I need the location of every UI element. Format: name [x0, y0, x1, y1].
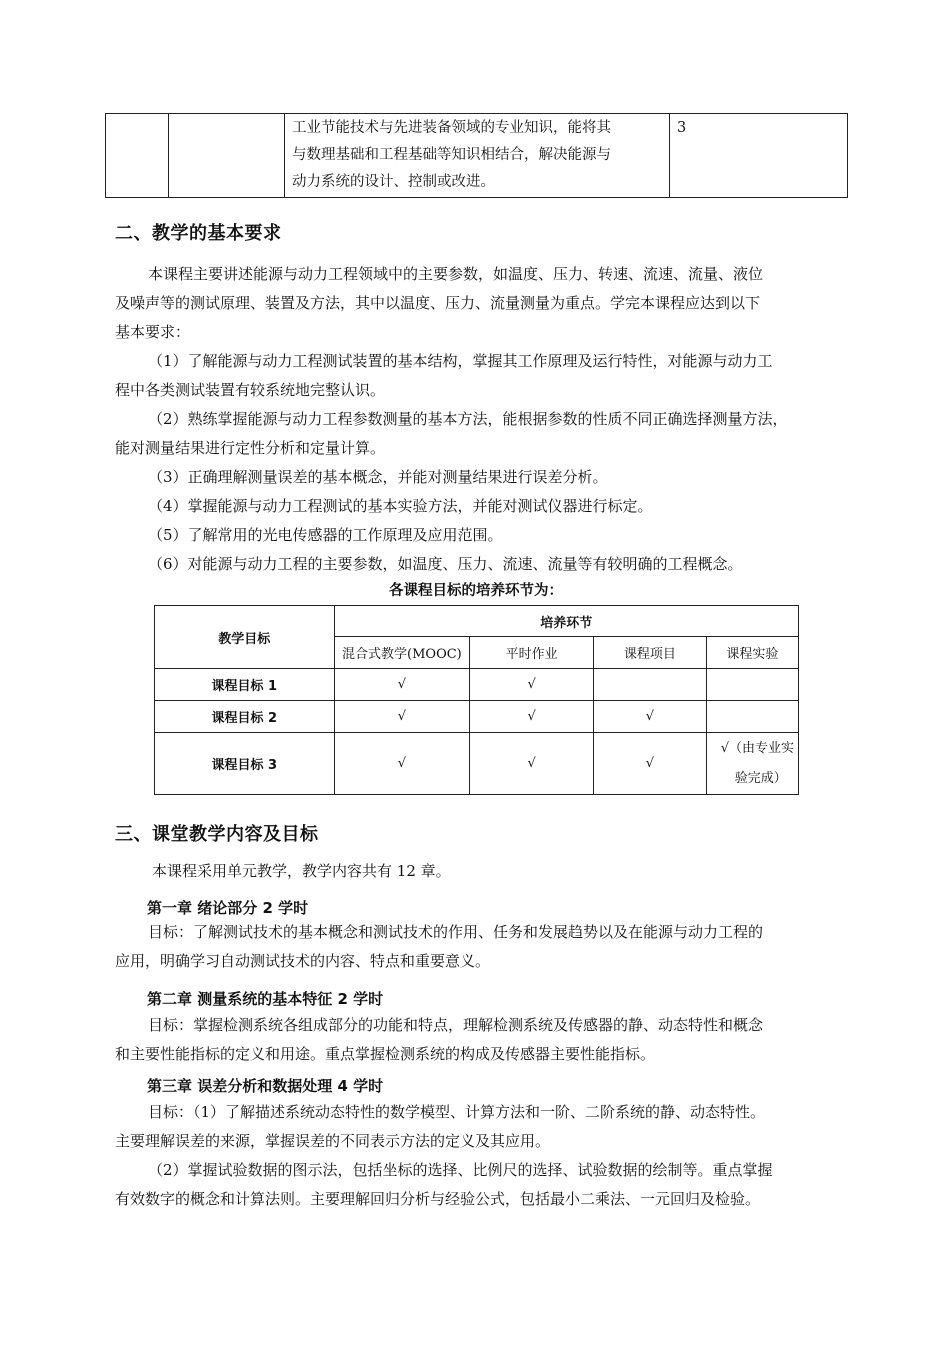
row-label: 课程目标 2: [155, 701, 335, 733]
chapter-3-title: 第三章 误差分析和数据处理 4 学时: [147, 1077, 384, 1095]
requirement-5: （5）了解常用的光电传感器的工作原理及应用范围。: [148, 526, 503, 544]
chapter-2-body: [115, 1011, 840, 1069]
text-line: 程中各类测试装置有较系统地完整认识。: [115, 381, 386, 399]
row-label: 课程目标 1: [155, 669, 335, 701]
text-line: 应用，明确学习自动测试技术的内容、特点和重要意义。: [115, 952, 491, 970]
text-line: （2）掌握试验数据的图示法，包括坐标的选择、比例尺的选择、试验数据的绘制等。重点掌握: [148, 1161, 773, 1179]
check-cell: √: [334, 733, 470, 795]
section2-intro: [115, 260, 840, 579]
check-cell: [593, 669, 706, 701]
requirement-4: （4）掌握能源与动力工程测试的基本实验方法，并能对测试仪器进行标定。: [148, 497, 653, 515]
header-project: 课程项目: [593, 637, 706, 669]
chapter-1-title: 第一章 绪论部分 2 学时: [147, 899, 309, 917]
empty-cell: [169, 114, 285, 198]
requirement-1: （1）了解能源与动力工程测试装置的基本结构，掌握其工作原理及运行特性，对能源与动力工: [148, 352, 773, 370]
check-cell: √: [593, 733, 706, 795]
table-caption: 各课程目标的培养环节为：: [389, 583, 563, 599]
section-heading: 三、课堂教学内容及目标: [115, 824, 319, 845]
text-line: 基本要求：: [115, 323, 191, 341]
text-line: 与数理基础和工程基础等知识相结合，解决能源与: [292, 147, 611, 163]
text-line: 本课程采用单元教学，教学内容共有 12 章。: [152, 862, 451, 880]
value-cell: 3: [670, 114, 848, 198]
note-line: √（由专业实: [720, 740, 794, 756]
chapter-1-body: [115, 918, 840, 976]
header-experiment: 课程实验: [706, 637, 798, 669]
check-cell: [706, 701, 798, 733]
text-line: 能对测量结果进行定性分析和定量计算。: [115, 439, 386, 457]
table-row: [155, 669, 799, 701]
header-group: 培养环节: [334, 606, 798, 637]
text-line: 动力系统的设计、控制或改进。: [292, 174, 495, 190]
text-line: 目标：掌握检测系统各组成部分的功能和特点，理解检测系统及传感器的静、动态特性和概念: [148, 1016, 764, 1034]
requirement-2: （2）熟练掌握能源与动力工程参数测量的基本方法，能根据参数的性质不同正确选择测量方法，: [148, 410, 788, 428]
text-line: 主要理解误差的来源，掌握误差的不同表示方法的定义及其应用。: [115, 1132, 551, 1150]
table-row: [106, 114, 848, 198]
table-row: [155, 606, 799, 637]
section3-intro: [115, 857, 840, 886]
chapter-3-body: [115, 1098, 840, 1214]
table-row: [155, 733, 799, 795]
requirement-6: （6）对能源与动力工程的主要参数，如温度、压力、流速、流量等有较明确的工程概念。: [148, 555, 743, 573]
description-cell: [285, 114, 670, 198]
text-line: 目标：（1）了解描述系统动态特性的数学模型、计算方法和一阶、二阶系统的静、动态特性。: [148, 1103, 766, 1121]
check-cell: [706, 669, 798, 701]
header-goal: 教学目标: [155, 606, 335, 669]
empty-cell: [106, 114, 169, 198]
check-cell: √: [470, 733, 594, 795]
check-cell: √: [593, 701, 706, 733]
text-line: 和主要性能指标的定义和用途。重点掌握检测系统的构成及传感器主要性能指标。: [115, 1045, 656, 1063]
header-mooc: 混合式教学(MOOC): [334, 637, 470, 669]
text-line: 有效数字的概念和计算法则。主要理解回归分析与经验公式，包括最小二乘法、一元回归及检验。: [115, 1190, 761, 1208]
check-cell: √: [470, 701, 594, 733]
check-cell: √: [334, 701, 470, 733]
requirement-3: （3）正确理解测量误差的基本概念，并能对测量结果进行误差分析。: [148, 468, 608, 486]
check-cell: √: [334, 669, 470, 701]
table-row: [155, 701, 799, 733]
check-cell: √: [470, 669, 594, 701]
section-heading: 二、教学的基本要求: [115, 223, 282, 244]
training-goal-table: [154, 605, 799, 795]
text-line: 目标：了解测试技术的基本概念和测试技术的作用、任务和发展趋势以及在能源与动力工程的: [148, 923, 764, 941]
header-homework: 平时作业: [470, 637, 594, 669]
text-line: 本课程主要讲述能源与动力工程领域中的主要参数，如温度、压力、转速、流速、流量、液位: [148, 265, 764, 283]
text-line: 及噪声等的测试原理、装置及方法，其中以温度、压力、流量测量为重点。学完本课程应达到以下: [115, 294, 761, 312]
chapter-2-title: 第二章 测量系统的基本特征 2 学时: [147, 990, 384, 1008]
top-continuation-table: [105, 113, 848, 198]
text-line: 工业节能技术与先进装备领域的专业知识，能将其: [292, 120, 611, 136]
row-label: 课程目标 3: [155, 733, 335, 795]
note-cell: [706, 733, 798, 795]
note-line: 验完成）: [734, 770, 787, 786]
